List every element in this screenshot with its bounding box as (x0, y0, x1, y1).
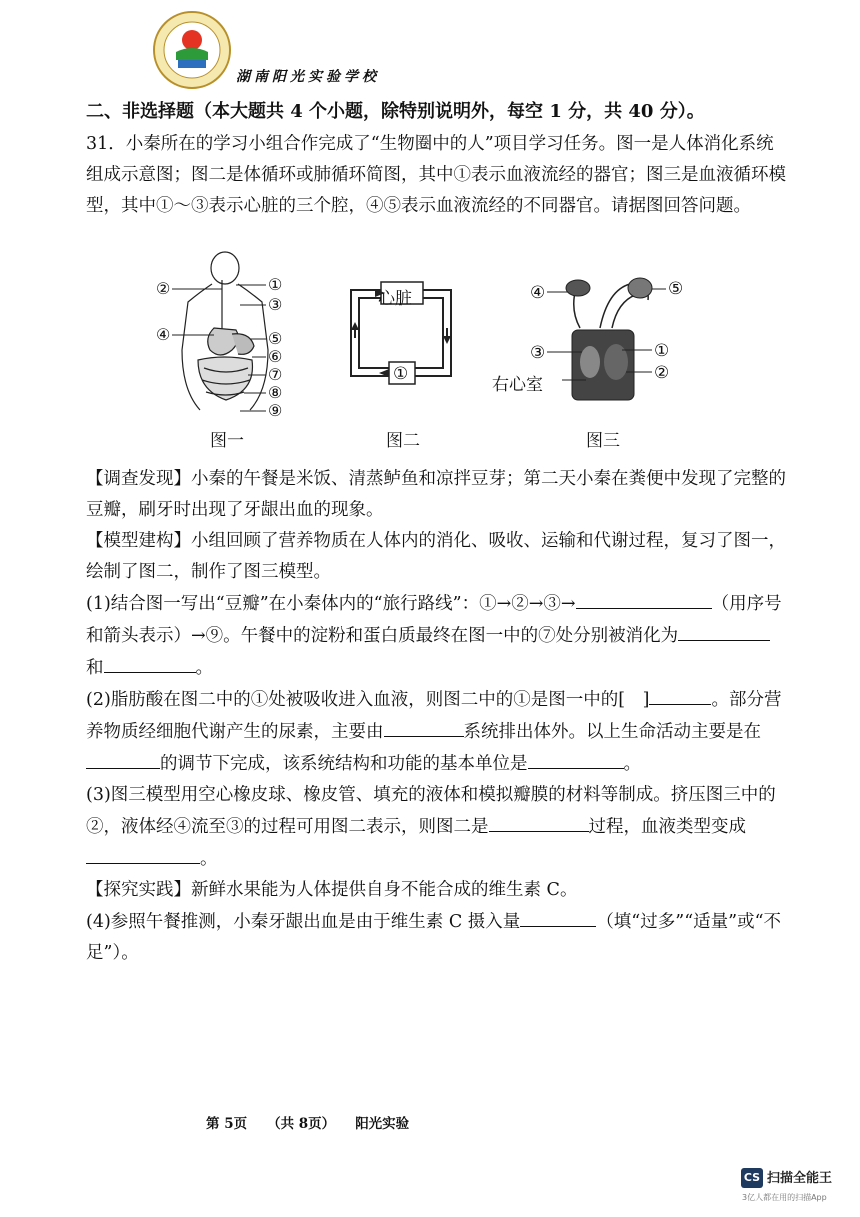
q2-blank-organ[interactable] (649, 684, 711, 705)
q2-text-a: (2)脂肪酸在图二中的①处被吸收进入血液，则图二中的①是图一中的[ ] (86, 690, 650, 710)
svg-text:②: ② (156, 279, 171, 298)
svg-text:④: ④ (530, 283, 546, 303)
practice-paragraph (86, 875, 786, 906)
svg-text:⑦: ⑦ (268, 365, 283, 384)
scanner-logo-icon: CS (741, 1168, 763, 1188)
model-paragraph (86, 526, 786, 588)
q2-text-e: 。 (623, 754, 641, 774)
q2-text-b: 。部分营养物质经细胞代谢产生的尿素，主要由 (86, 690, 782, 742)
question-2 (86, 684, 786, 780)
q1-text-d: 。 (195, 658, 213, 678)
q1-blank-protein[interactable] (104, 652, 196, 673)
q3-text-c: 。 (200, 849, 218, 869)
q1-blank-route[interactable] (576, 588, 712, 609)
footer-page: 第 5页 (206, 1116, 248, 1132)
svg-text:①: ① (654, 341, 670, 361)
svg-text:⑤: ⑤ (668, 279, 684, 299)
q4-text-b: （填“过多”“适量”或“不足”）。 (86, 912, 782, 963)
school-logo (152, 10, 232, 90)
school-name: 湖南阳光实验学校 (236, 69, 380, 85)
figure-3-caption: 图三 (586, 431, 620, 451)
figure-2-caption: 图二 (386, 431, 420, 451)
practice-heading: 【探究实践】 (86, 880, 191, 900)
finding-text: 小秦的午餐是米饭、清蒸鲈鱼和凉拌豆芽；第二天小秦在粪便中发现了完整的豆瓣，刷牙时出现了牙龈出血的现象。 (86, 469, 786, 520)
question-body (86, 464, 786, 969)
q2-blank-system[interactable] (384, 716, 464, 737)
scanner-app-name: 扫描全能王 (767, 1171, 833, 1186)
q3-text-b: 过程，血液类型变成 (588, 817, 746, 837)
q1-text-a: (1)结合图一写出“豆瓣”在小秦体内的“旅行路线”：①→②→③→ (86, 594, 576, 614)
question-4 (86, 906, 786, 969)
svg-text:②: ② (654, 363, 670, 383)
question-1 (86, 588, 786, 684)
q2-text-c: 系统排出体外。以上生命活动主要是在 (463, 722, 761, 742)
q1-blank-starch[interactable] (678, 620, 770, 641)
scanner-tagline: 3亿人都在用的扫描App (742, 1193, 827, 1202)
figure-3-right-ventricle: 右心室 (492, 375, 543, 395)
q3-blank-blood-type[interactable] (86, 843, 200, 864)
finding-paragraph (86, 464, 786, 526)
q2-text-d: 的调节下完成，该系统结构和功能的基本单位是 (160, 754, 528, 774)
svg-text:⑨: ⑨ (268, 401, 283, 420)
q4-blank-amount[interactable] (520, 906, 596, 927)
model-text: 小组回顾了营养物质在人体内的消化、吸收、运输和代谢过程，复习了图一，绘制了图二，制作了图三模型。 (86, 531, 786, 582)
q4-text-a: (4)参照午餐推测，小秦牙龈出血是由于维生素 C 摄入量 (86, 912, 521, 932)
model-heading: 【模型建构】 (86, 531, 191, 551)
q3-text-a: (3)图三模型用空心橡皮球、橡皮管、填充的液体和模拟瓣膜的材料等制成。挤压图三中的②，液体经④流至③的过程可用图二表示，则图二是 (86, 785, 776, 837)
finding-heading: 【调查发现】 (86, 469, 191, 489)
figures-row (140, 250, 720, 450)
figure-2-organ-label: ① (393, 364, 409, 384)
figure-1-digestive-system (140, 250, 300, 420)
svg-text:⑥: ⑥ (268, 347, 283, 366)
question-intro: 31．小秦所在的学习小组合作完成了“生物圈中的人”项目学习任务。图一是人体消化系统组成示意图；图二是体循环或肺循环简图，其中①表示血液流经的器官；图三是血液循环模型，其中①～③表示心脏的三个腔，④⑤表示血液流经的不同器官。请据图回答问题。 (86, 134, 786, 216)
practice-text: 新鲜水果能为人体提供自身不能合成的维生素 C。 (191, 880, 578, 900)
q3-blank-process[interactable] (489, 811, 589, 832)
footer-total: （共 8页） (267, 1116, 336, 1132)
question-3 (86, 780, 786, 875)
svg-text:④: ④ (156, 325, 171, 344)
page-footer (206, 1112, 429, 1132)
q2-blank-regulation[interactable] (86, 748, 160, 769)
q1-text-b: （用序号和箭头表示）→⑨。午餐中的淀粉和蛋白质最终在图一中的⑦处分别被消化为 (86, 594, 782, 646)
svg-text:⑤: ⑤ (268, 329, 283, 348)
svg-text:⑧: ⑧ (268, 383, 283, 402)
q1-text-c: 和 (86, 658, 104, 678)
figure-1-caption: 图一 (210, 431, 244, 451)
svg-text:①: ① (268, 275, 283, 294)
svg-text:③: ③ (530, 343, 546, 363)
footer-name: 阳光实验 (355, 1116, 410, 1132)
section-title: 二、非选择题（本大题共 4 个小题，除特别说明外，每空 1 分，共 40 分）。 (86, 101, 705, 122)
svg-text:③: ③ (268, 295, 283, 314)
q2-blank-unit[interactable] (528, 748, 624, 769)
figure-2-heart-label: 心脏 (378, 289, 412, 309)
